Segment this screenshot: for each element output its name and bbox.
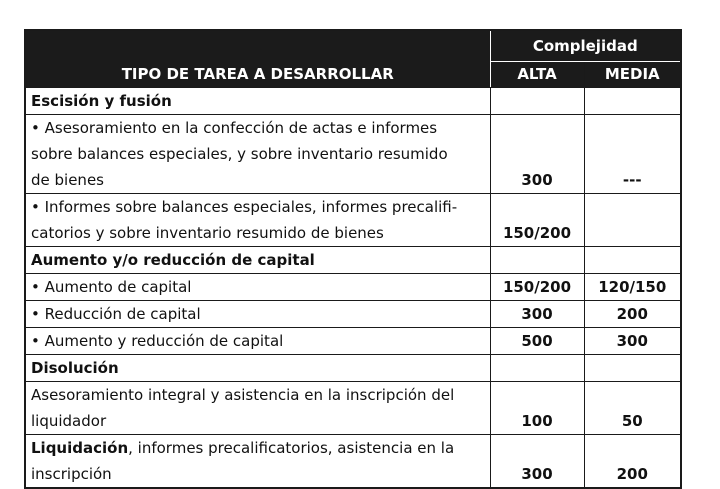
media-header: MEDIA xyxy=(584,62,681,88)
table-body xyxy=(25,88,681,489)
alta-value: 100 xyxy=(490,382,584,435)
liquidacion-label: Liquidación xyxy=(31,439,129,457)
media-value: 200 xyxy=(584,435,681,489)
section-title: Aumento y/o reducción de capital xyxy=(25,247,490,274)
task-description: • Aumento y reducción de capital xyxy=(25,328,490,355)
section-title: Escisión y fusión xyxy=(25,88,490,115)
task-description: Asesoramiento integral y asistencia en la inscripción del liquidador xyxy=(25,382,490,435)
section-row xyxy=(25,247,681,274)
alta-value: 150/200 xyxy=(490,274,584,301)
table-row xyxy=(25,194,681,247)
task-description: • Asesoramiento en la confección de actas e informes sobre balances especiales, y sobre inventario resumido de bienes xyxy=(25,115,490,194)
alta-value: 300 xyxy=(490,435,584,489)
task-description: • Aumento de capital xyxy=(25,274,490,301)
media-value: 120/150 xyxy=(584,274,681,301)
alta-value: 300 xyxy=(490,301,584,328)
alta-header: ALTA xyxy=(490,62,584,88)
media-value xyxy=(584,194,681,247)
media-value: 300 xyxy=(584,328,681,355)
table-row xyxy=(25,115,681,194)
alta-value: 300 xyxy=(490,115,584,194)
complexity-header: Complejidad xyxy=(490,30,681,62)
table-row xyxy=(25,301,681,328)
task-description: • Reducción de capital xyxy=(25,301,490,328)
media-value: --- xyxy=(584,115,681,194)
table-row xyxy=(25,274,681,301)
table-row xyxy=(25,435,681,489)
media-value: 50 xyxy=(584,382,681,435)
table-row xyxy=(25,328,681,355)
alta-value: 500 xyxy=(490,328,584,355)
media-value: 200 xyxy=(584,301,681,328)
section-title: Disolución xyxy=(25,355,490,382)
task-description: Liquidación, informes precalificatorios, asistencia en la inscripción xyxy=(25,435,490,489)
task-column-header: TIPO DE TAREA A DESARROLLAR xyxy=(25,30,490,88)
alta-value: 150/200 xyxy=(490,194,584,247)
section-row xyxy=(25,88,681,115)
task-description: • Informes sobre balances especiales, informes precalifi- catorios y sobre inventario resumido de bienes xyxy=(25,194,490,247)
table-header xyxy=(25,30,681,88)
table-row xyxy=(25,382,681,435)
fee-table xyxy=(24,29,682,489)
section-row xyxy=(25,355,681,382)
